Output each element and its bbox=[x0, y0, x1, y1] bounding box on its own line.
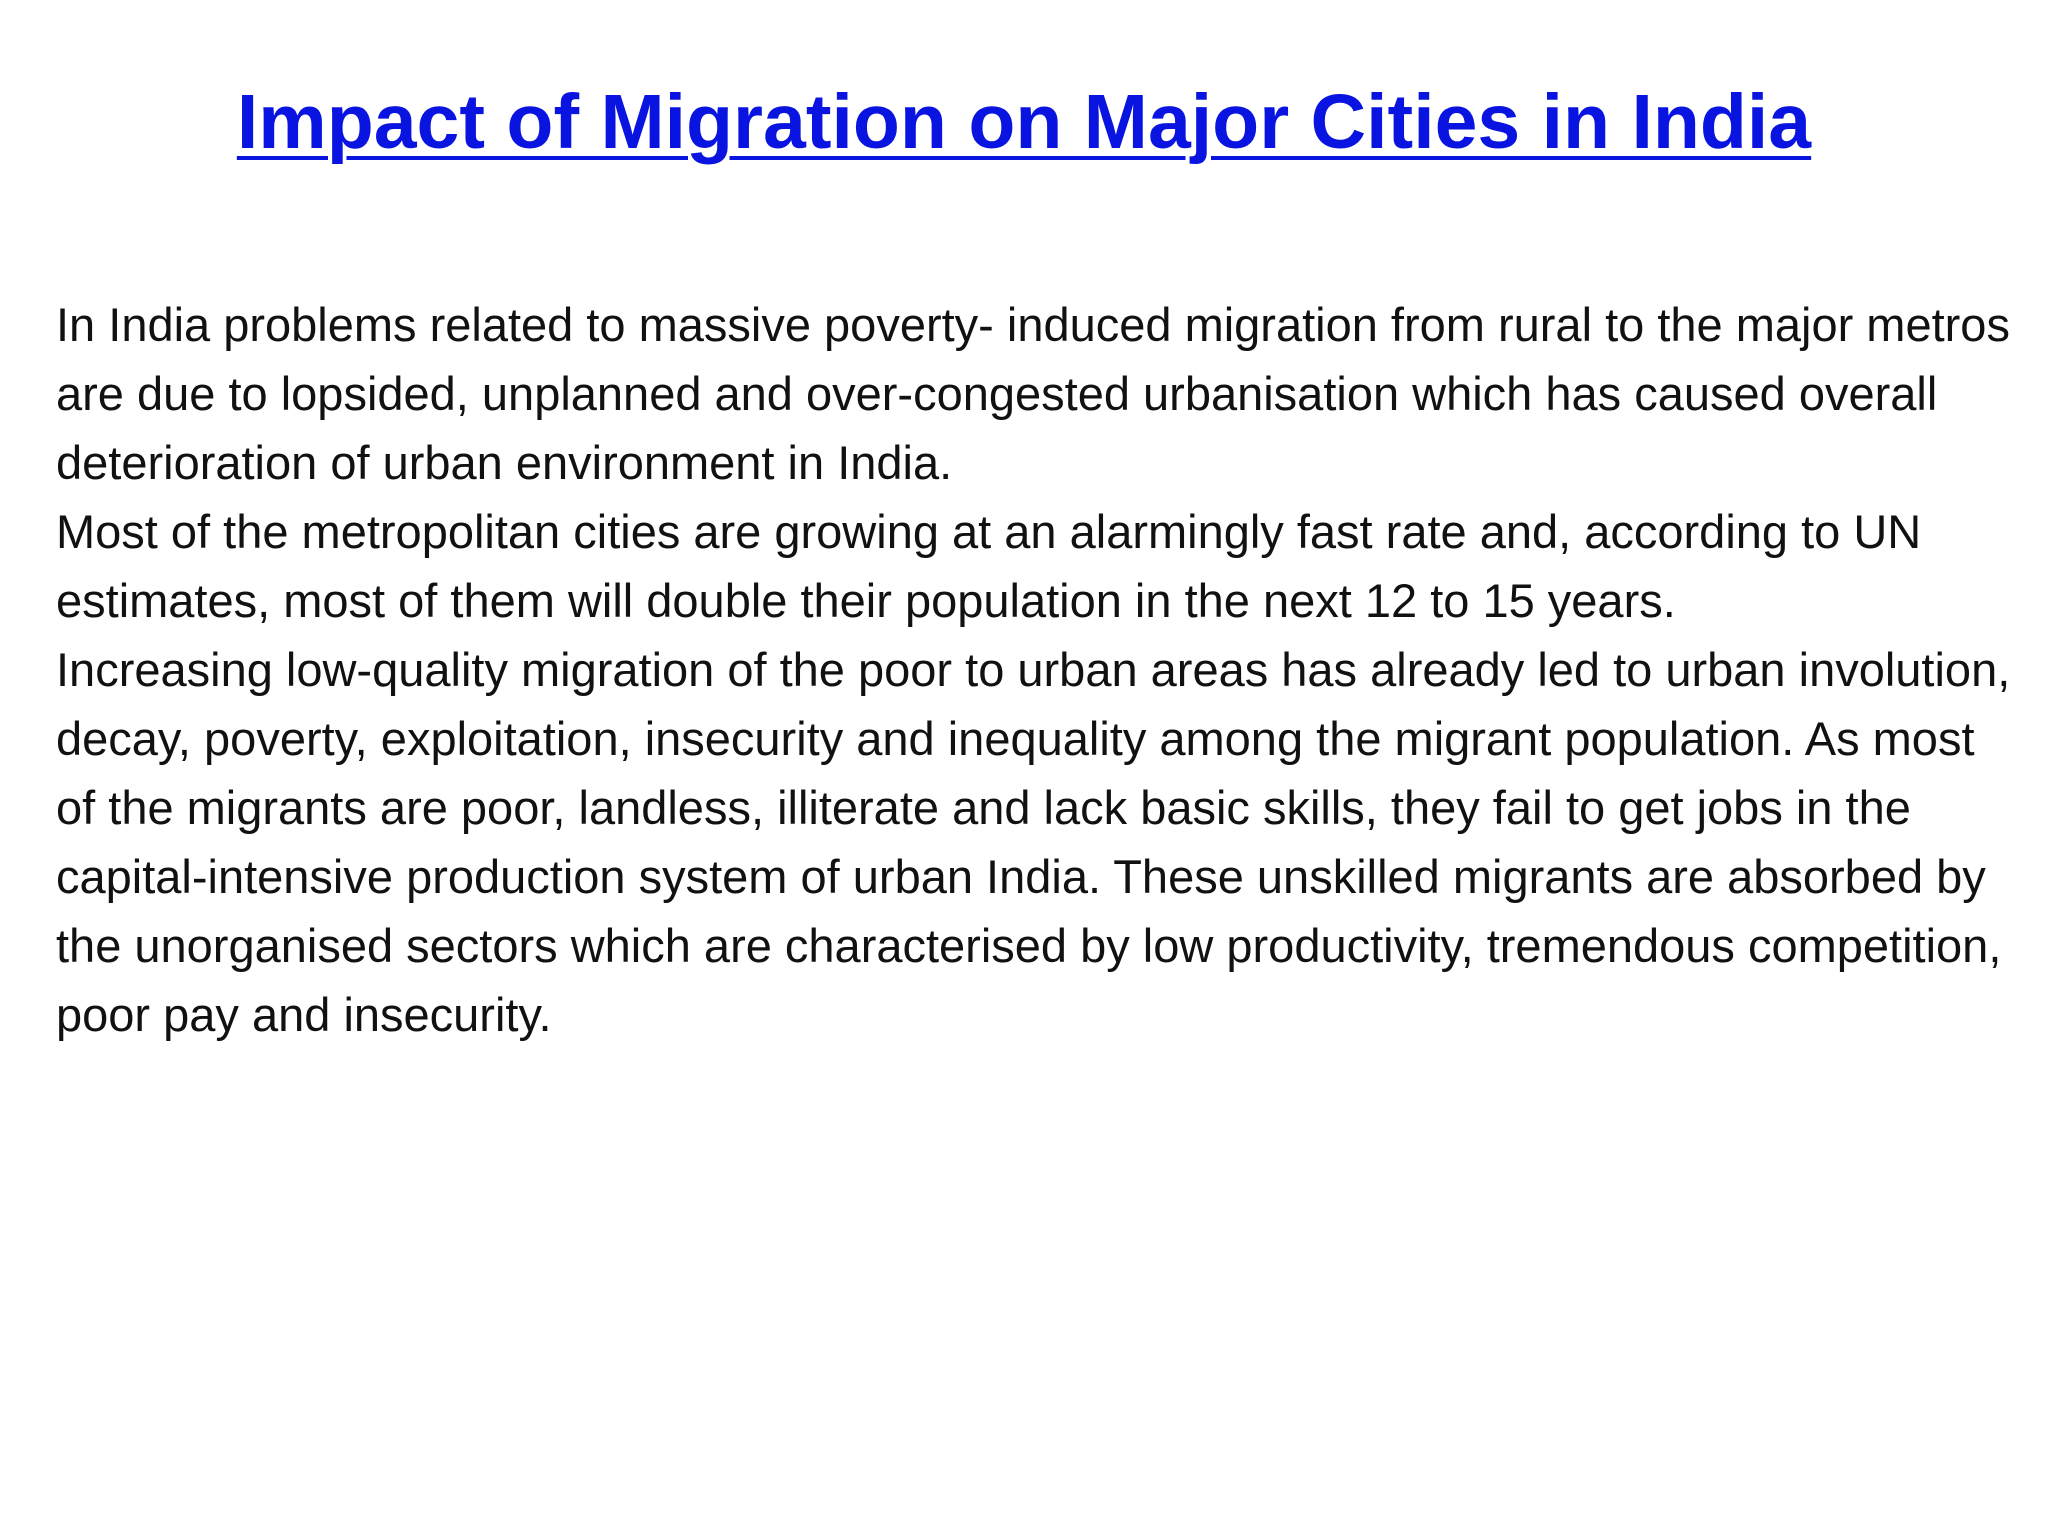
slide-title: Impact of Migration on Major Cities in India bbox=[236, 79, 1812, 165]
slide-body bbox=[56, 290, 2016, 1049]
body-paragraph-urbanisation: In India problems related to massive poverty- induced migration from rural to the major metros are due to lopsided, unplanned and over-congested urbanisation which has caused overall deterioration of urban environment in India. bbox=[56, 298, 2010, 489]
body-paragraph-growth-rate: Most of the metropolitan cities are growing at an alarmingly fast rate and, according to UN estimates, most of them will double their population in the next 12 to 15 years. bbox=[56, 505, 1922, 627]
body-paragraph-low-quality-migration: Increasing low-quality migration of the poor to urban areas has already led to urban involution, decay, poverty, exploitation, insecurity and inequality among the migrant population. As most of the migrants are poor, landless, illiterate and lack basic skills, they fail to get jobs in the capital-intensive production system of urban India. These unskilled migrants are absorbed by the unorganised sectors which are characterised by low productivity, tremendous competition, poor pay and insecurity. bbox=[56, 643, 2011, 1041]
